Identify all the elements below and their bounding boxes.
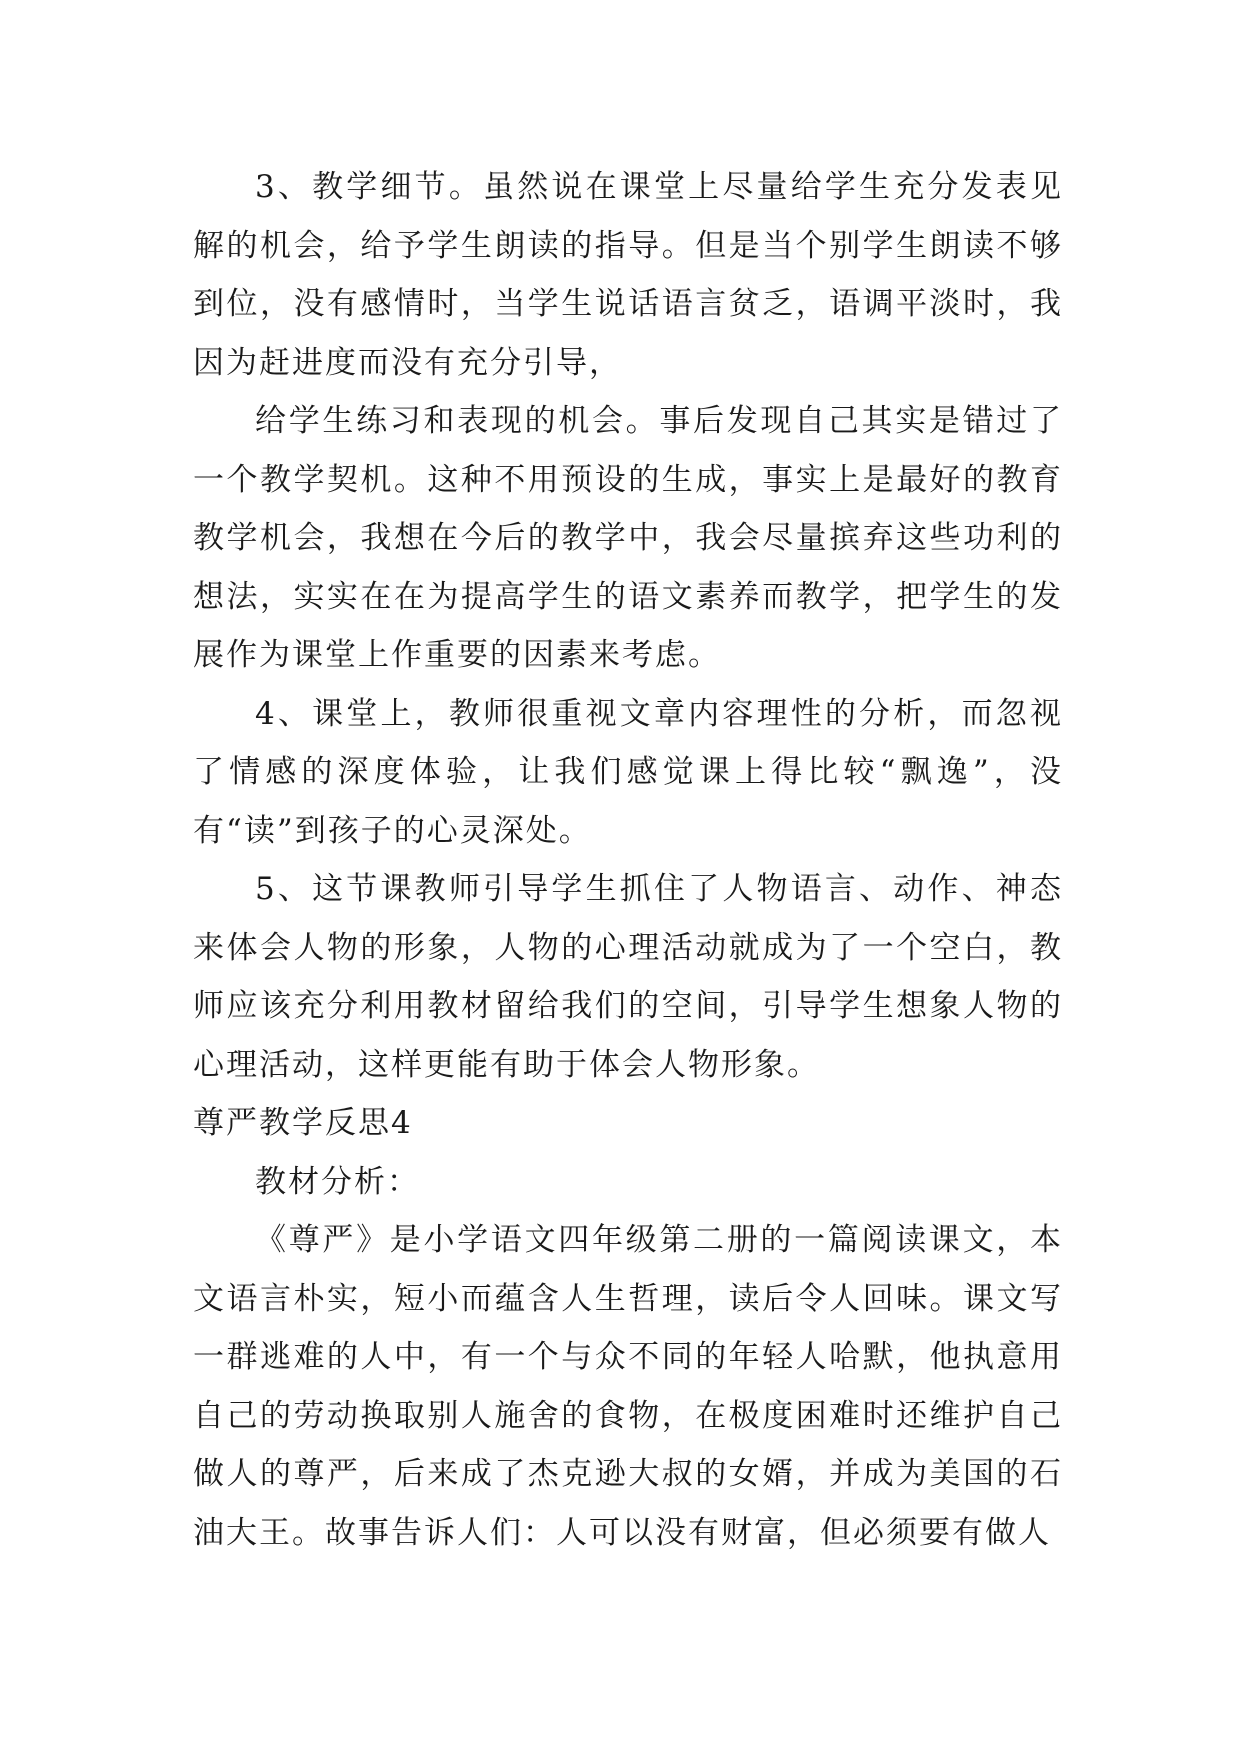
section-title: 尊严教学反思4 [193,1105,413,1141]
paragraph-material-analysis: 《尊严》是小学语文四年级第二册的一篇阅读课文，本文语言朴实，短小而蕴含人生哲理，读后令人回味。课文写一群逃难的人中，有一个与众不同的年轻人哈默，他执意用自己的劳动换取别人施舍的食物，在极度困难时还维护自己做人的尊严，后来成了杰克逊大叔的女婿，并成为美国的石油大王。故事告诉人们：人可以没有财富，但必须要有做人 [193,1222,1063,1551]
paragraph-practice-opportunity: 给学生练习和表现的机会。事后发现自己其实是错过了一个教学契机。这种不用预设的生成，事实上是最好的教育教学机会，我想在今后的教学中，我会尽量摈弃这些功利的想法，实实在在为提高学生的语文素养而教学，把学生的发展作为课堂上作重要的因素来考虑。 [193,403,1063,673]
paragraph-3-teaching-details: 3、教学细节。虽然说在课堂上尽量给学生充分发表见解的机会，给予学生朗读的指导。但是当个别学生朗读不够到位，没有感情时，当学生说话语言贫乏，语调平淡时，我因为赶进度而没有充分引导， [193,169,1063,381]
paragraph-4-classroom: 4、课堂上，教师很重视文章内容理性的分析，而忽视了情感的深度体验，让我们感觉课上得比较“飘逸”，没有“读”到孩子的心灵深处。 [193,695,1063,849]
document-body [193,158,1063,1562]
paragraph-5-lesson: 5、这节课教师引导学生抓住了人物语言、动作、神态来体会人物的形象，人物的心理活动就成为了一个空白，教师应该充分利用教材留给我们的空间，引导学生想象人物的心理活动，这样更能有助于体会人物形象。 [193,871,1063,1083]
subheading-material-analysis: 教材分析： [255,1163,420,1200]
